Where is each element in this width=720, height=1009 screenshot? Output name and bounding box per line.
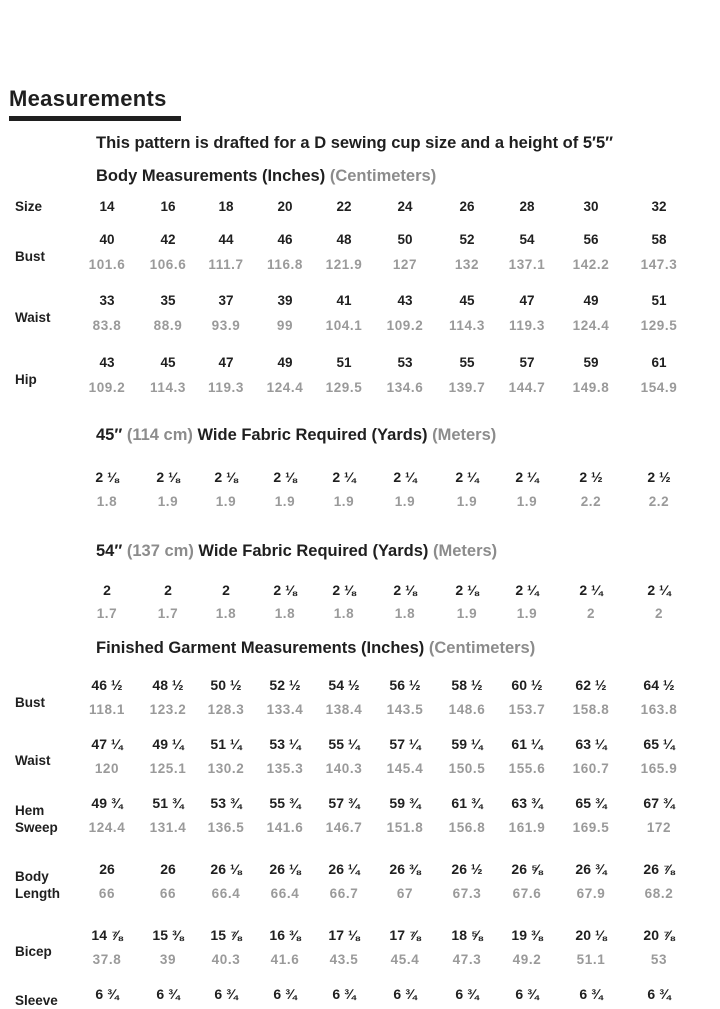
cm-value: 146.7 bbox=[325, 820, 363, 835]
fabric-54-heading bbox=[96, 542, 497, 561]
inch-value: 53 bbox=[397, 355, 413, 370]
row-label: Waist bbox=[15, 753, 51, 768]
inch-value: 52 ½ bbox=[269, 677, 301, 693]
inch-value: 26 ⅛ bbox=[210, 861, 242, 877]
yards-value: 2 ⅛ bbox=[95, 469, 119, 485]
inch-value: 60 ½ bbox=[511, 677, 543, 693]
page-title: Measurements bbox=[9, 86, 167, 111]
yards-value: 2 bbox=[164, 582, 172, 598]
meters-value: 1.7 bbox=[157, 606, 179, 621]
cm-value: 130.2 bbox=[207, 761, 245, 776]
cm-value: 39 bbox=[159, 952, 177, 967]
row-label: Body Length bbox=[15, 869, 60, 901]
inch-value: 26 ¼ bbox=[328, 861, 360, 877]
cm-value: 66 bbox=[98, 886, 116, 901]
inch-value: 18 ⅝ bbox=[451, 927, 483, 943]
inch-value: 41 bbox=[336, 293, 352, 308]
inch-value: 15 ⅜ bbox=[152, 927, 184, 943]
inch-value: 58 bbox=[651, 232, 667, 247]
fabric-45-width: 45″ bbox=[96, 426, 123, 444]
inch-value: 55 ¾ bbox=[269, 795, 301, 811]
cm-value: 93.9 bbox=[211, 318, 241, 333]
body-heading-sub: (Centimeters) bbox=[329, 167, 437, 185]
inch-value: 6 ¾ bbox=[515, 986, 539, 1002]
cm-value: 47.3 bbox=[452, 952, 482, 967]
meters-value: 1.9 bbox=[333, 494, 355, 509]
meters-value: 1.9 bbox=[215, 494, 237, 509]
cm-value: 141.6 bbox=[266, 820, 304, 835]
finished-heading-sub: (Centimeters) bbox=[428, 639, 536, 657]
inch-value: 26 bbox=[160, 861, 176, 877]
inch-value: 44 bbox=[218, 232, 234, 247]
meters-value: 1.8 bbox=[394, 606, 416, 621]
cm-value: 160.7 bbox=[572, 761, 610, 776]
cm-value: 149.8 bbox=[572, 380, 610, 395]
inch-value: 26 ⅞ bbox=[643, 861, 675, 877]
inch-value: 55 bbox=[459, 355, 475, 370]
cm-value: 163.8 bbox=[640, 702, 678, 717]
cm-value: 119.3 bbox=[207, 380, 245, 395]
size-value: 32 bbox=[651, 199, 667, 214]
cm-value: 67.3 bbox=[452, 886, 482, 901]
cm-value: 136.5 bbox=[207, 820, 245, 835]
row-label: Bicep bbox=[15, 944, 52, 959]
size-value: 16 bbox=[160, 199, 176, 214]
meters-value: 2 bbox=[586, 606, 596, 621]
cm-value: 123.2 bbox=[149, 702, 187, 717]
yards-value: 2 ¼ bbox=[332, 469, 356, 485]
inch-value: 61 ¼ bbox=[511, 736, 543, 752]
meters-value: 1.9 bbox=[516, 494, 538, 509]
meters-value: 1.7 bbox=[96, 606, 118, 621]
inch-value: 58 ½ bbox=[451, 677, 483, 693]
size-value: 14 bbox=[99, 199, 115, 214]
inch-value: 43 bbox=[99, 355, 115, 370]
cm-value: 129.5 bbox=[640, 318, 678, 333]
cm-value: 51.1 bbox=[576, 952, 606, 967]
cm-value: 116.8 bbox=[266, 257, 304, 272]
cm-value: 161.9 bbox=[508, 820, 546, 835]
cm-value: 134.6 bbox=[386, 380, 424, 395]
cm-value: 165.9 bbox=[640, 761, 678, 776]
finished-heading-main: Finished Garment Measurements (Inches) bbox=[96, 639, 425, 657]
cm-value: 133.4 bbox=[266, 702, 304, 717]
inch-value: 49 ¾ bbox=[91, 795, 123, 811]
inch-value: 15 ⅞ bbox=[210, 927, 242, 943]
cm-value: 68.2 bbox=[644, 886, 674, 901]
cm-value: 83.8 bbox=[92, 318, 122, 333]
cm-value: 150.5 bbox=[448, 761, 486, 776]
inch-value: 47 bbox=[519, 293, 535, 308]
cm-value: 127 bbox=[392, 257, 418, 272]
cm-value: 153.7 bbox=[508, 702, 546, 717]
fabric-54-meters: (Meters) bbox=[433, 542, 498, 560]
inch-value: 26 ⅝ bbox=[511, 861, 543, 877]
inch-value: 6 ¾ bbox=[156, 986, 180, 1002]
inch-value: 16 ⅜ bbox=[269, 927, 301, 943]
cm-value: 66.4 bbox=[211, 886, 241, 901]
inch-value: 47 bbox=[218, 355, 234, 370]
row-label: Bust bbox=[15, 249, 45, 264]
inch-value: 46 bbox=[277, 232, 293, 247]
title-underline bbox=[9, 116, 181, 121]
fabric-45-title: Wide Fabric Required (Yards) bbox=[197, 426, 428, 444]
inch-value: 57 bbox=[519, 355, 535, 370]
cm-value: 53 bbox=[650, 952, 668, 967]
inch-value: 20 ⅞ bbox=[643, 927, 675, 943]
inch-value: 19 ⅜ bbox=[511, 927, 543, 943]
yards-value: 2 ⅛ bbox=[273, 582, 297, 598]
cm-value: 99 bbox=[276, 318, 294, 333]
inch-value: 54 ½ bbox=[328, 677, 360, 693]
cm-value: 155.6 bbox=[508, 761, 546, 776]
inch-value: 63 ¼ bbox=[575, 736, 607, 752]
cm-value: 114.3 bbox=[149, 380, 187, 395]
inch-value: 6 ¾ bbox=[647, 986, 671, 1002]
inch-value: 63 ¾ bbox=[511, 795, 543, 811]
size-value: 30 bbox=[583, 199, 599, 214]
inch-value: 51 bbox=[651, 293, 667, 308]
fabric-45-width-cm: (114 cm) bbox=[126, 426, 193, 444]
meters-value: 2.2 bbox=[580, 494, 602, 509]
cm-value: 124.4 bbox=[572, 318, 610, 333]
cm-value: 132 bbox=[454, 257, 480, 272]
meters-value: 2.2 bbox=[648, 494, 670, 509]
row-label: Waist bbox=[15, 310, 51, 325]
inch-value: 59 ¼ bbox=[451, 736, 483, 752]
yards-value: 2 ⅛ bbox=[393, 582, 417, 598]
inch-value: 45 bbox=[160, 355, 176, 370]
cm-value: 129.5 bbox=[325, 380, 363, 395]
cm-value: 124.4 bbox=[266, 380, 304, 395]
row-label: Sleeve bbox=[15, 993, 58, 1008]
cm-value: 147.3 bbox=[640, 257, 678, 272]
meters-value: 2 bbox=[654, 606, 664, 621]
row-label: Hip bbox=[15, 372, 37, 387]
inch-value: 55 ¼ bbox=[328, 736, 360, 752]
cm-value: 66.4 bbox=[270, 886, 300, 901]
size-value: 24 bbox=[397, 199, 413, 214]
cm-value: 109.2 bbox=[386, 318, 424, 333]
size-value: 26 bbox=[459, 199, 475, 214]
cm-value: 67 bbox=[396, 886, 414, 901]
cm-value: 121.9 bbox=[325, 257, 363, 272]
pattern-intro: This pattern is drafted for a D sewing cup size and a height of 5′5″ bbox=[96, 134, 614, 152]
inch-value: 43 bbox=[397, 293, 413, 308]
inch-value: 49 ¼ bbox=[152, 736, 184, 752]
inch-value: 53 ¾ bbox=[210, 795, 242, 811]
meters-value: 1.9 bbox=[394, 494, 416, 509]
inch-value: 26 ⅛ bbox=[269, 861, 301, 877]
row-label: Hem Sweep bbox=[15, 803, 58, 835]
yards-value: 2 ⅛ bbox=[273, 469, 297, 485]
inch-value: 17 ⅛ bbox=[328, 927, 360, 943]
cm-value: 66.7 bbox=[329, 886, 359, 901]
inch-value: 6 ¾ bbox=[95, 986, 119, 1002]
inch-value: 35 bbox=[160, 293, 176, 308]
inch-value: 65 ¼ bbox=[643, 736, 675, 752]
meters-value: 1.8 bbox=[96, 494, 118, 509]
yards-value: 2 ¼ bbox=[647, 582, 671, 598]
yards-value: 2 ⅛ bbox=[332, 582, 356, 598]
cm-value: 120 bbox=[94, 761, 120, 776]
size-value: 28 bbox=[519, 199, 535, 214]
yards-value: 2 ¼ bbox=[515, 582, 539, 598]
inch-value: 40 bbox=[99, 232, 115, 247]
inch-value: 6 ¾ bbox=[214, 986, 238, 1002]
cm-value: 138.4 bbox=[325, 702, 363, 717]
finished-garment-heading bbox=[96, 639, 535, 658]
inch-value: 26 bbox=[99, 861, 115, 877]
cm-value: 131.4 bbox=[149, 820, 187, 835]
inch-value: 46 ½ bbox=[91, 677, 123, 693]
size-value: 18 bbox=[218, 199, 234, 214]
cm-value: 101.6 bbox=[88, 257, 126, 272]
inch-value: 59 bbox=[583, 355, 599, 370]
row-label: Bust bbox=[15, 695, 45, 710]
cm-value: 111.7 bbox=[208, 257, 244, 272]
cm-value: 67.6 bbox=[512, 886, 542, 901]
meters-value: 1.9 bbox=[516, 606, 538, 621]
inch-value: 47 ¼ bbox=[91, 736, 123, 752]
cm-value: 158.8 bbox=[572, 702, 610, 717]
yards-value: 2 ¼ bbox=[515, 469, 539, 485]
cm-value: 114.3 bbox=[448, 318, 486, 333]
inch-value: 52 bbox=[459, 232, 475, 247]
cm-value: 41.6 bbox=[270, 952, 300, 967]
inch-value: 6 ¾ bbox=[393, 986, 417, 1002]
inch-value: 42 bbox=[160, 232, 176, 247]
inch-value: 26 ¾ bbox=[575, 861, 607, 877]
cm-value: 88.9 bbox=[153, 318, 183, 333]
cm-value: 143.5 bbox=[386, 702, 424, 717]
inch-value: 48 bbox=[336, 232, 352, 247]
cm-value: 148.6 bbox=[448, 702, 486, 717]
yards-value: 2 ⅛ bbox=[214, 469, 238, 485]
fabric-54-width-cm: (137 cm) bbox=[126, 542, 194, 560]
cm-value: 109.2 bbox=[88, 380, 126, 395]
cm-value: 40.3 bbox=[211, 952, 241, 967]
inch-value: 39 bbox=[277, 293, 293, 308]
inch-value: 26 ½ bbox=[451, 861, 483, 877]
inch-value: 54 bbox=[519, 232, 535, 247]
meters-value: 1.9 bbox=[456, 494, 478, 509]
inch-value: 67 ¾ bbox=[643, 795, 675, 811]
inch-value: 62 ½ bbox=[575, 677, 607, 693]
cm-value: 135.3 bbox=[266, 761, 304, 776]
inch-value: 65 ¾ bbox=[575, 795, 607, 811]
inch-value: 48 ½ bbox=[152, 677, 184, 693]
cm-value: 128.3 bbox=[207, 702, 245, 717]
body-heading-main: Body Measurements (Inches) bbox=[96, 167, 326, 185]
cm-value: 156.8 bbox=[448, 820, 486, 835]
cm-value: 151.8 bbox=[386, 820, 424, 835]
cm-value: 49.2 bbox=[512, 952, 542, 967]
cm-value: 37.8 bbox=[92, 952, 122, 967]
fabric-54-title: Wide Fabric Required (Yards) bbox=[198, 542, 429, 560]
inch-value: 6 ¾ bbox=[455, 986, 479, 1002]
cm-value: 124.4 bbox=[88, 820, 126, 835]
cm-value: 172 bbox=[646, 820, 672, 835]
inch-value: 6 ¾ bbox=[579, 986, 603, 1002]
cm-value: 104.1 bbox=[325, 318, 363, 333]
inch-value: 56 bbox=[583, 232, 599, 247]
cm-value: 119.3 bbox=[508, 318, 546, 333]
meters-value: 1.8 bbox=[333, 606, 355, 621]
size-label: Size bbox=[15, 199, 43, 214]
yards-value: 2 ½ bbox=[647, 469, 671, 485]
yards-value: 2 ¼ bbox=[579, 582, 603, 598]
size-value: 20 bbox=[277, 199, 293, 214]
inch-value: 33 bbox=[99, 293, 115, 308]
inch-value: 49 bbox=[277, 355, 293, 370]
yards-value: 2 bbox=[222, 582, 230, 598]
cm-value: 169.5 bbox=[572, 820, 610, 835]
body-measurements-heading bbox=[96, 167, 436, 186]
inch-value: 51 bbox=[336, 355, 352, 370]
cm-value: 139.7 bbox=[448, 380, 486, 395]
inch-value: 49 bbox=[583, 293, 599, 308]
cm-value: 66 bbox=[159, 886, 177, 901]
inch-value: 51 ¼ bbox=[210, 736, 242, 752]
cm-value: 106.6 bbox=[149, 257, 187, 272]
cm-value: 67.9 bbox=[576, 886, 606, 901]
inch-value: 57 ¼ bbox=[389, 736, 421, 752]
inch-value: 50 ½ bbox=[210, 677, 242, 693]
cm-value: 125.1 bbox=[149, 761, 187, 776]
meters-value: 1.9 bbox=[456, 606, 478, 621]
cm-value: 137.1 bbox=[508, 257, 546, 272]
inch-value: 57 ¾ bbox=[328, 795, 360, 811]
cm-value: 45.4 bbox=[390, 952, 420, 967]
meters-value: 1.8 bbox=[215, 606, 237, 621]
size-value: 22 bbox=[336, 199, 352, 214]
yards-value: 2 ⅛ bbox=[156, 469, 180, 485]
inch-value: 17 ⅞ bbox=[389, 927, 421, 943]
yards-value: 2 ¼ bbox=[393, 469, 417, 485]
cm-value: 140.3 bbox=[325, 761, 363, 776]
inch-value: 14 ⅞ bbox=[91, 927, 123, 943]
cm-value: 144.7 bbox=[508, 380, 546, 395]
yards-value: 2 ⅛ bbox=[455, 582, 479, 598]
inch-value: 26 ⅜ bbox=[389, 861, 421, 877]
inch-value: 50 bbox=[397, 232, 413, 247]
inch-value: 61 ¾ bbox=[451, 795, 483, 811]
inch-value: 6 ¾ bbox=[332, 986, 356, 1002]
inch-value: 45 bbox=[459, 293, 475, 308]
yards-value: 2 bbox=[103, 582, 111, 598]
inch-value: 61 bbox=[651, 355, 667, 370]
inch-value: 53 ¼ bbox=[269, 736, 301, 752]
inch-value: 37 bbox=[218, 293, 234, 308]
cm-value: 118.1 bbox=[88, 702, 126, 717]
fabric-45-meters: (Meters) bbox=[432, 426, 497, 444]
meters-value: 1.9 bbox=[274, 494, 296, 509]
fabric-45-heading bbox=[96, 426, 496, 445]
meters-value: 1.9 bbox=[157, 494, 179, 509]
inch-value: 20 ⅛ bbox=[575, 927, 607, 943]
yards-value: 2 ½ bbox=[579, 469, 603, 485]
inch-value: 51 ¾ bbox=[152, 795, 184, 811]
inch-value: 59 ¾ bbox=[389, 795, 421, 811]
inch-value: 6 ¾ bbox=[273, 986, 297, 1002]
yards-value: 2 ¼ bbox=[455, 469, 479, 485]
fabric-54-width: 54″ bbox=[96, 542, 123, 560]
inch-value: 56 ½ bbox=[389, 677, 421, 693]
inch-value: 64 ½ bbox=[643, 677, 675, 693]
meters-value: 1.8 bbox=[274, 606, 296, 621]
cm-value: 145.4 bbox=[386, 761, 424, 776]
cm-value: 154.9 bbox=[640, 380, 678, 395]
cm-value: 43.5 bbox=[329, 952, 359, 967]
cm-value: 142.2 bbox=[572, 257, 610, 272]
